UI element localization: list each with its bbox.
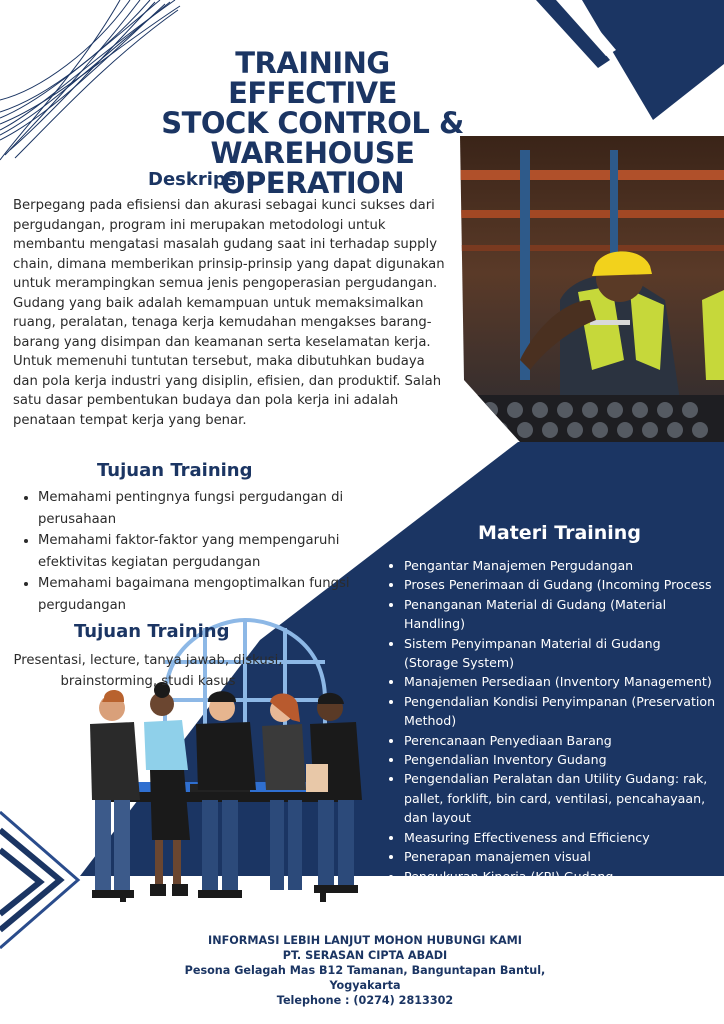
metode-body: Presentasi, lecture, tanya jawab, diskusi, brainstorming, studi kasus [13,653,283,689]
tujuan-list [38,487,358,616]
title-line-4: OPERATION [220,166,405,200]
list-item: • Pengendalian Inventory Gudang [404,750,716,769]
list-item: • Proses Penerimaan di Gudang (Incoming Process [404,575,716,594]
list-item: • Pengukuran Kinerja (KPI) Gudang [404,867,716,886]
bottom-left-chevrons [0,812,78,948]
list-item: • Pengantar Manajemen Pergudangan [404,556,716,575]
list-item: • Penerapan manajemen visual [404,847,716,866]
warehouse-worker-photo [460,136,724,445]
deskripsi-body: Berpegang pada efisiensi dan akurasi sebagai kunci sukses dari pergudangan, program ini merupakan metodologi untuk membantu mengatasi masalah gudang saat ini terhadap supply chain, dimana memberikan prinsip-prinsip yang dapat digunakan untuk merampingkan semua jenis pengoperasian pergudangan. Gudang yang baik adalah kemampuan untuk memaksimalkan ruang, peralatan, tenaga kerja kemudahan mengakses barang-barang yang disimpan dan keamanan serta keselamatan kerja. Untuk memenuhi tuntutan tersebut, maka dibutuhkan budaya dan pola kerja industri yang disiplin, efisien, dan produktif. Salah satu dasar pembentukan budaya dan pola kerja ini adalah penataan tempat kerja yang benar. [13,198,445,428]
list-item: • Memahami faktor-faktor yang mempengaruhi efektivitas kegiatan pergudangan [38,530,358,573]
list-item: • Pengendalian Peralatan dan Utility Gudang: rak, pallet, forklift, bin card, ventilasi, pencahayaan, dan layout [404,769,716,827]
list-item: • Sistem Penyimpanan Material di Gudang (Storage System) [404,634,716,673]
materi-list [404,556,716,905]
footer-phone: Telephone : (0274) 2813302 [276,994,454,1007]
tujuan-heading: Tujuan Training [97,460,253,481]
metode-heading: Tujuan Training [74,621,230,642]
footer-address: Pesona Gelagah Mas B12 Tamanan, Banguntapan Bantul, Yogyakarta [184,964,546,992]
list-item: • Pengendalian Kondisi Penyimpanan (Preservation Method) [404,692,716,731]
footer-line-1: INFORMASI LEBIH LANJUT MOHON HUBUNGI KAMI [208,934,522,947]
list-item: • Studi Kasus [404,886,716,905]
title-line-1: TRAINING EFFECTIVE [228,46,397,110]
top-right-triangles [536,0,724,120]
title-line-3: WAREHOUSE [210,136,415,170]
deskripsi-heading: Deskripsi [148,169,243,190]
title-line-2: STOCK CONTROL & [161,106,464,140]
footer-company: PT. SERASAN CIPTA ABADI [282,949,448,962]
materi-heading: Materi Training [478,522,641,544]
list-item: • Memahami bagaimana mengoptimalkan fungsi pergudangan [38,573,358,616]
list-item: • Measuring Effectiveness and Efficiency [404,828,716,847]
list-item: • Memahami pentingnya fungsi pergudangan di perusahaan [38,487,358,530]
list-item: • Manajemen Persediaan (Inventory Management) [404,672,716,691]
list-item: • Penanganan Material di Gudang (Material Handling) [404,595,716,634]
list-item: • Perencanaan Penyediaan Barang [404,731,716,750]
contact-footer [150,933,580,1008]
